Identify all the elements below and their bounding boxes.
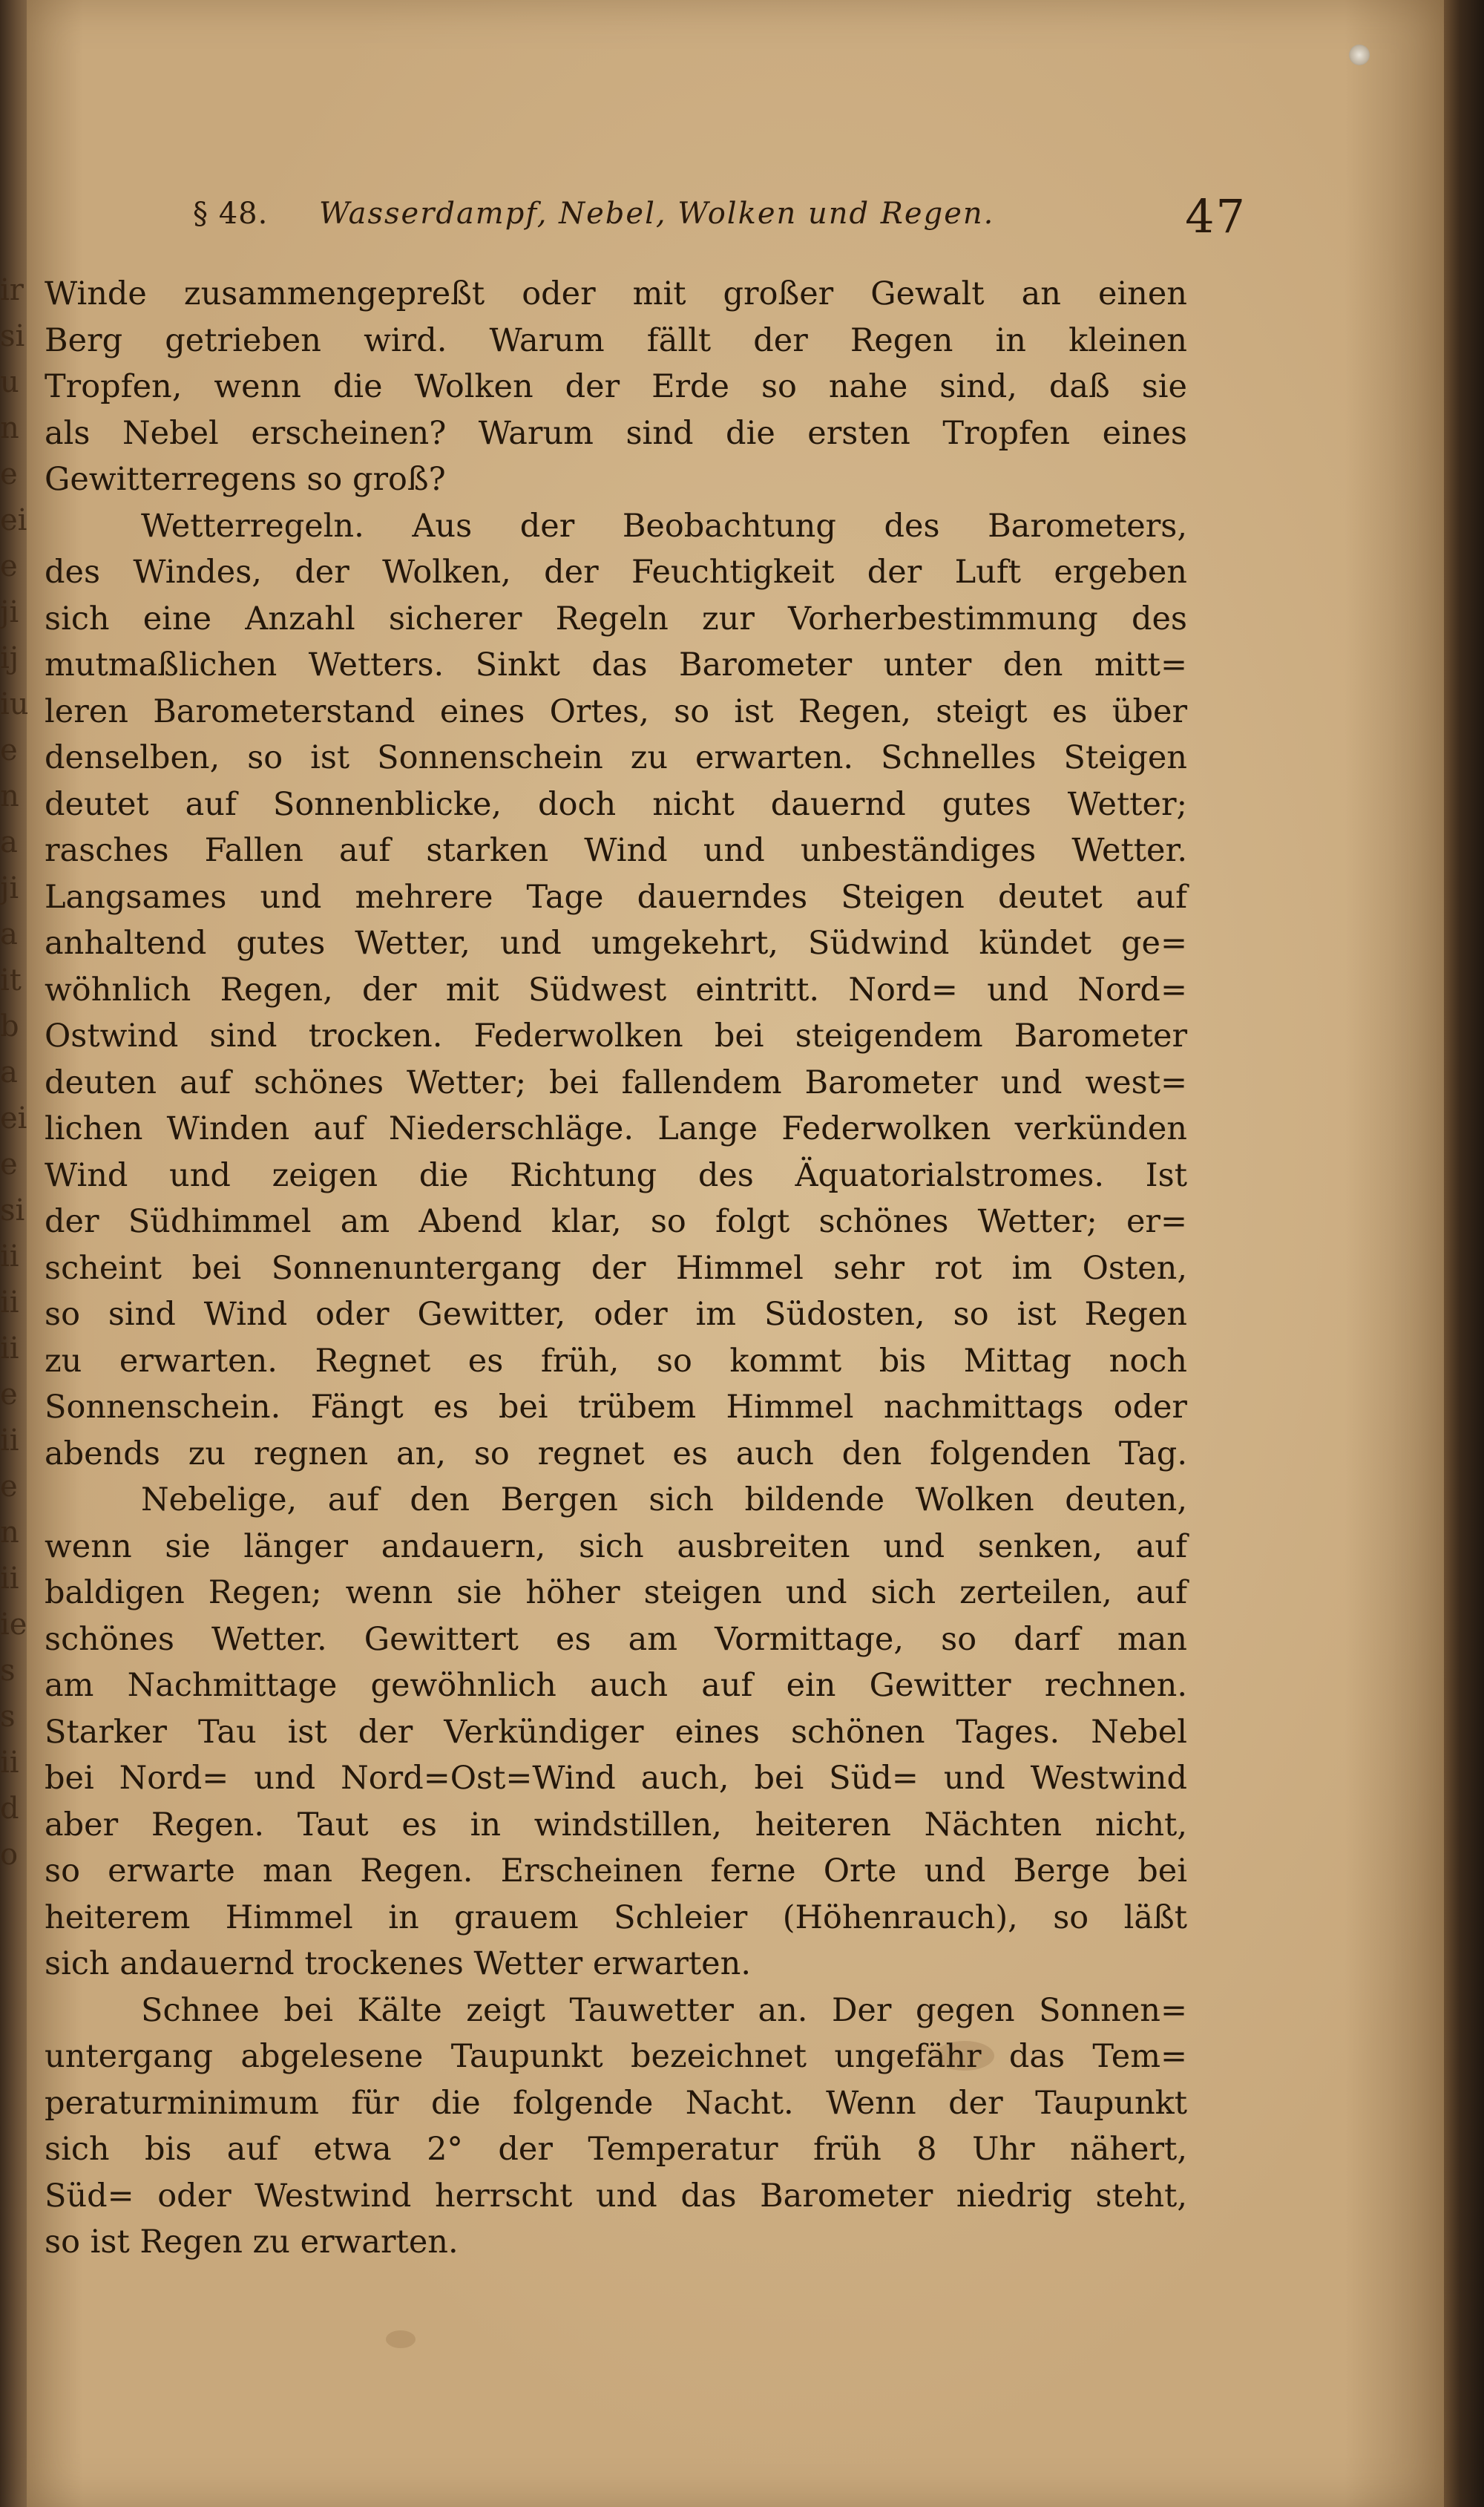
paper-stain [386, 2330, 416, 2348]
text-line: Berg getrieben wird. Warum fällt der Regen in kleinen [45, 321, 1187, 359]
text-line: peraturminimum für die folgende Nacht. Wenn der Taupunkt [45, 2084, 1187, 2122]
gutter-fragment: n [0, 779, 19, 813]
text-line: Starker Tau ist der Verkündiger eines schönen Tages. Nebel [45, 1713, 1187, 1751]
text-line: Süd= oder Westwind herrscht und das Barometer niedrig steht, [45, 2177, 1187, 2215]
gutter-fragment: b [0, 1009, 19, 1043]
text-line: wöhnlich Regen, der mit Südwest eintritt. Nord= und Nord= [45, 971, 1187, 1009]
text-line: mutmaßlichen Wetters. Sinkt das Barometer unter den mitt= [45, 646, 1187, 684]
gutter-fragment: e [0, 549, 18, 583]
gutter-fragment: si [0, 1193, 25, 1228]
text-line: so sind Wind oder Gewitter, oder im Südosten, so ist Regen [45, 1296, 1187, 1333]
text-line: Winde zusammengepreßt oder mit großer Gewalt an einen [45, 275, 1187, 312]
gutter-fragment: s [0, 1700, 16, 1734]
gutter-fragment: ji [0, 871, 19, 905]
text-line: Tropfen, wenn die Wolken der Erde so nahe sind, daß sie [45, 368, 1187, 405]
gutter-fragment: a [0, 825, 18, 859]
gutter-fragment: n [0, 1515, 19, 1550]
gutter-fragment: ij [0, 641, 19, 675]
text-line: Schnee bei Kälte zeigt Tauwetter an. Der gegen Sonnen= [141, 1991, 1187, 2029]
gutter-fragment: ii [0, 1423, 19, 1458]
gutter-fragment: e [0, 1377, 18, 1412]
gutter-fragment: ie [0, 1608, 27, 1642]
gutter-fragment: ei [0, 1101, 27, 1135]
text-line: bei Nord= und Nord=Ost=Wind auch, bei Süd= und Westwind [45, 1760, 1187, 1797]
text-line: Ostwind sind trocken. Federwolken bei steigendem Barometer [45, 1017, 1187, 1055]
section-number: § 48. [193, 197, 269, 231]
text-line: Nebelige, auf den Bergen sich bildende Wolken deuten, [141, 1481, 1187, 1518]
text-line: abends zu regnen an, so regnet es auch den folgenden Tag. [45, 1435, 1187, 1472]
text-line: lichen Winden auf Niederschläge. Lange Federwolken verkünden [45, 1110, 1187, 1147]
gutter-fragment: ii [0, 1285, 19, 1320]
gutter-fragment: ii [0, 1561, 19, 1596]
text-line: rasches Fallen auf starken Wind und unbeständiges Wetter. [45, 832, 1187, 869]
text-line: Sonnenschein. Fängt es bei trübem Himmel nachmittags oder [45, 1389, 1187, 1426]
text-line: sich andauernd trockenes Wetter erwarten. [45, 1945, 751, 1982]
text-line: Wind und zeigen die Richtung des Äquatorialstromes. Ist [45, 1156, 1187, 1194]
text-line: deutet auf Sonnenblicke, doch nicht dauernd gutes Wetter; [45, 785, 1187, 823]
text-line: Wetterregeln. Aus der Beobachtung des Barometers, [141, 507, 1187, 545]
text-line: so ist Regen zu erwarten. [45, 2223, 459, 2261]
text-line: heiterem Himmel in grauem Schleier (Höhenrauch), so läßt [45, 1898, 1187, 1936]
running-title: Wasserdampf, Nebel, Wolken und Regen. [319, 197, 995, 231]
text-line: leren Barometerstand eines Ortes, so ist Regen, steigt es über [45, 692, 1187, 730]
text-line: als Nebel erscheinen? Warum sind die ersten Tropfen eines [45, 414, 1187, 452]
gutter-fragment: ir [0, 273, 24, 307]
text-line: sich eine Anzahl sicherer Regeln zur Vorherbestimmung des [45, 600, 1187, 638]
text-line: schönes Wetter. Gewittert es am Vormittage, so darf man [45, 1620, 1187, 1658]
text-line: deuten auf schönes Wetter; bei fallendem Barometer und west= [45, 1064, 1187, 1101]
gutter-fragment: ji [0, 595, 19, 629]
page-edge [1444, 0, 1484, 2507]
gutter-fragment: ii [0, 1331, 19, 1366]
text-line: aber Regen. Taut es in windstillen, heiteren Nächten nicht, [45, 1806, 1187, 1844]
gutter-fragment: o [0, 1838, 19, 1872]
running-header [193, 189, 1247, 241]
gutter-fragment: iu [0, 687, 29, 721]
facing-page-fragments [0, 267, 33, 1878]
text-line: so erwarte man Regen. Erscheinen ferne Orte und Berge bei [45, 1852, 1187, 1890]
page-number: 47 [1185, 189, 1247, 243]
text-line: scheint bei Sonnenuntergang der Himmel sehr rot im Osten, [45, 1249, 1187, 1287]
gutter-fragment: n [0, 411, 19, 445]
gutter-fragment: a [0, 917, 18, 951]
text-line: sich bis auf etwa 2° der Temperatur früh 8 Uhr nähert, [45, 2131, 1187, 2168]
pin-hole [1349, 45, 1370, 65]
gutter-fragment: e [0, 733, 18, 767]
gutter-fragment: si [0, 319, 25, 353]
gutter-fragment: ii [0, 1239, 19, 1274]
gutter-fragment: ii [0, 1746, 19, 1780]
text-line: anhaltend gutes Wetter, und umgekehrt, Südwind kündet ge= [45, 925, 1187, 962]
text-line: des Windes, der Wolken, der Feuchtigkeit der Luft ergeben [45, 554, 1187, 591]
text-line: Gewitterregens so groß? [45, 461, 446, 498]
gutter-fragment: a [0, 1055, 18, 1089]
gutter-fragment: ei [0, 503, 27, 537]
body-text [45, 271, 1187, 2266]
gutter-fragment: it [0, 963, 22, 997]
text-line: der Südhimmel am Abend klar, so folgt schönes Wetter; er= [45, 1203, 1187, 1240]
gutter-fragment: e [0, 457, 18, 491]
gutter-fragment: d [0, 1792, 19, 1826]
text-line: am Nachmittage gewöhnlich auch auf ein Gewitter rechnen. [45, 1667, 1187, 1704]
gutter-fragment: u [0, 365, 19, 399]
gutter-fragment: s [0, 1654, 16, 1688]
text-line: Langsames und mehrere Tage dauerndes Steigen deutet auf [45, 878, 1187, 916]
text-line: untergang abgelesene Taupunkt bezeichnet ungefähr das Tem= [45, 2038, 1187, 2075]
text-line: baldigen Regen; wenn sie höher steigen und sich zerteilen, auf [45, 1574, 1187, 1611]
text-line: denselben, so ist Sonnenschein zu erwarten. Schnelles Steigen [45, 739, 1187, 776]
gutter-fragment: e [0, 1469, 18, 1504]
text-line: zu erwarten. Regnet es früh, so kommt bis Mittag noch [45, 1342, 1187, 1380]
text-line: wenn sie länger andauern, sich ausbreiten und senken, auf [45, 1527, 1187, 1565]
gutter-fragment: e [0, 1147, 18, 1182]
